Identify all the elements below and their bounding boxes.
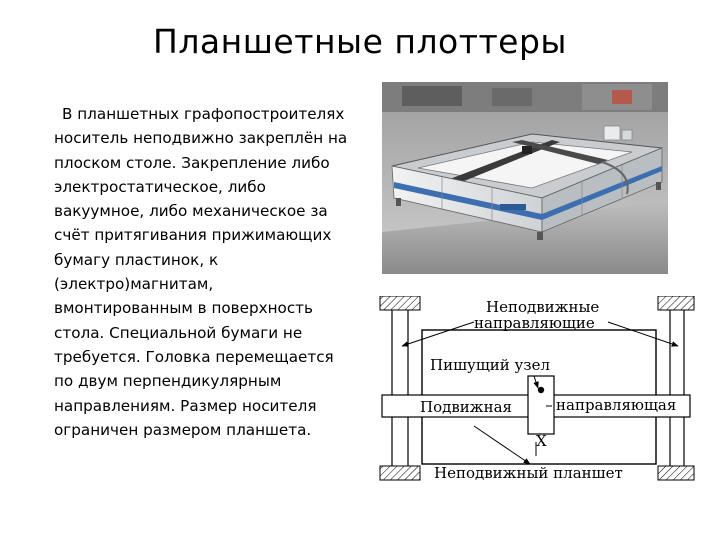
plotter-photo-drawing bbox=[382, 82, 668, 274]
body-line: электростатическое, либо bbox=[54, 177, 266, 196]
plotter-photo bbox=[382, 82, 668, 274]
body-line: бумагу пластинок, к bbox=[54, 250, 219, 269]
label-fixed-tablet: Неподвижный планшет bbox=[434, 464, 623, 482]
body-line: плоском столе. Закрепление либо bbox=[54, 153, 330, 172]
body-line: счёт притягивания прижимающих bbox=[54, 226, 332, 245]
body-line: направлениям. Размер носителя bbox=[54, 396, 317, 415]
plotter-diagram bbox=[376, 296, 698, 492]
body-line: по двум перпендикулярным bbox=[54, 372, 282, 391]
body-line: ограничен размером планшета. bbox=[54, 420, 312, 439]
body-line: вакуумное, либо механическое за bbox=[54, 202, 328, 221]
body-line: (электро)магнитам, bbox=[54, 275, 214, 294]
label-x: X bbox=[536, 432, 547, 450]
slide-title: Планшетные плоттеры bbox=[153, 22, 567, 61]
label-guide: направляющая bbox=[556, 396, 677, 414]
label-fixed-guides-line2: направляющие bbox=[474, 314, 595, 332]
label-fixed-guides-line1: Неподвижные bbox=[486, 298, 600, 316]
body-line: носитель неподвижно закреплён на bbox=[54, 129, 348, 148]
body-line: В планшетных графопостроителях bbox=[62, 105, 345, 123]
label-writing-unit: Пишущий узел bbox=[430, 356, 550, 374]
label-movable: Подвижная bbox=[420, 398, 512, 416]
body-text bbox=[54, 102, 374, 442]
body-line: вмонтированным в поверхность bbox=[54, 299, 313, 318]
body-line: стола. Специальной бумаги не bbox=[54, 323, 303, 342]
body-line: требуется. Головка перемещается bbox=[54, 347, 334, 366]
